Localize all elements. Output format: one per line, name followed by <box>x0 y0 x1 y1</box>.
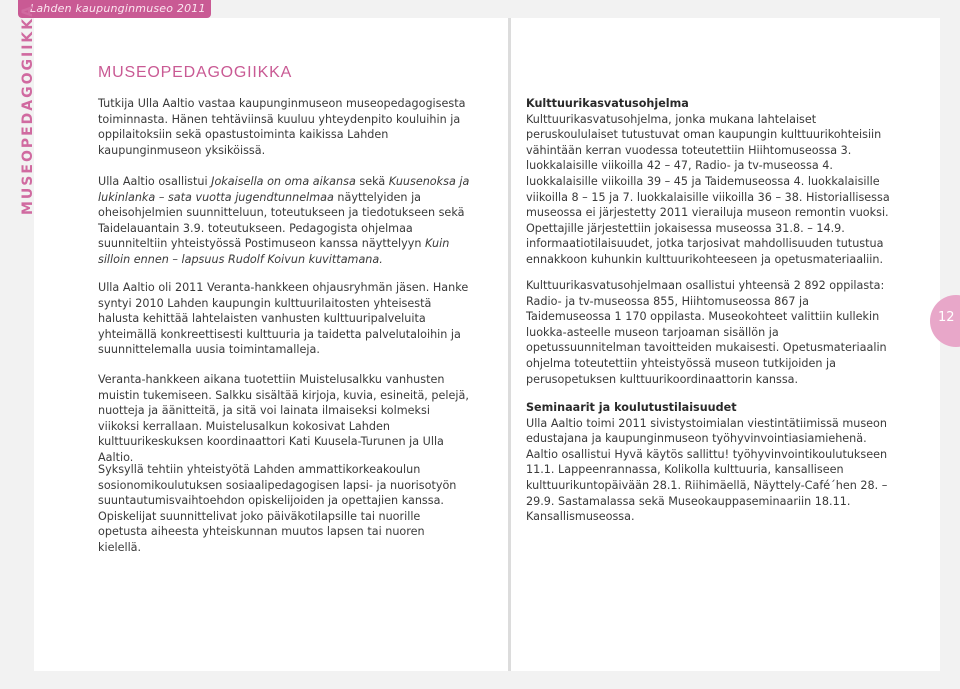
left-paragraph-3: Ulla Aaltio oli 2011 Veranta-hankkeen ohjausryhmän jäsen. Hanke syntyi 2010 Lahden kaupungin kulttuurilaitosten yhteisestä halusta kehittää lahtelaisten vanhusten kulttuuripalveluita yhteimällä konkreettisesti kulttuuria ja taidetta palvelutaloihin ja suunnittelemalla uusia toimintamalleja. <box>98 281 469 357</box>
exhibition-title-1: Jokaisella on oma aikansa <box>211 175 356 188</box>
column-divider <box>508 18 511 671</box>
left-paragraph-4: Veranta-hankkeen aikana tuotettiin Muistelusalkku vanhusten muistin tukemiseen. Salkku sisältää kirjoja, kuvia, esineitä, pelejä, nuotteja ja äänitteitä, ja sitä voi lainata ilmaiseksi kolmeksi viikoksi kerrallaan. Muistelusalkun kokosivat Lahden kulttuurikeskuksen koordinaattori Kati Kuusela-Turunen ja Ulla Aaltio. <box>98 373 469 464</box>
page-title: MUSEOPEDAGOGIIKKA <box>98 64 293 81</box>
right-section-1 <box>526 96 896 268</box>
p2-text-b: sekä <box>355 175 389 188</box>
exhibition-title-2: Kuusenoksa ja lukinlanka – sata vuotta jugendtunnelmaa <box>98 175 470 204</box>
left-paragraph-5: Syksyllä tehtiin yhteistyötä Lahden ammattikorkeakoulun sosionomikoulutuksen sosiaalipedagogisen lapsi- ja nuorisotyön suuntautumisvaihtoehdon opiskelijoiden ja opettajien kanssa. Opiskelijat suunnittelivat joko päiväkotilapsille tai nuorille opetusta aiheesta yhteiskunnan muutos lapsen tai nuoren kielellä. <box>98 463 457 554</box>
publication-header <box>18 0 211 18</box>
right-paragraph-3: Ulla Aaltio toimi 2011 sivistystoimialan viestintätiimissä museon edustajana ja kaupunginmuseon työhyvinvointiasiamiehenä. Aaltio osallistui Hyvä käytös sallittu! työhyvinvointikoulutukseen 11.1. Lappeenrannassa, Kolikolla kulttuuria, kansalliseen kulttuurikuntopäivään 28.1. Riihimäellä, Näyttely-Café´hen 28. – 29.9. Sastamalassa sekä Museokauppaseminaariin 18.11. Kansallismuseossa. <box>526 416 888 524</box>
left-paragraph-1: Tutkija Ulla Aaltio vastaa kaupunginmuseon museopedagogisesta toiminnasta. Hänen tehtäviinsä kuuluu yhteydenpito kouluihin ja oppilaitoksiin sekä opastustoiminta kaikissa Lahden kaupunginmuseon yksiköissä. <box>98 97 466 157</box>
section-heading-seminaarit: Seminaarit ja koulutustilaisuudet <box>526 401 737 414</box>
right-section-2 <box>526 400 896 525</box>
exhibition-title-3: Kuin silloin ennen – lapsuus Rudolf Koivun kuvittamana. <box>98 237 450 266</box>
section-side-label: MUSEOPEDAGOGIIKKA <box>20 4 36 215</box>
p2-text-c: näyttelyiden ja oheisohjelmien suunnitteluun, toteutukseen ja tiedotukseen sekä Taidelauantain 3.9. toteutukseen. Pedagogista ohjelmaa suunniteltiin yhteistyössä Postimuseon kanssa näyttelyyn <box>98 190 465 251</box>
page-number: 12 <box>938 310 955 325</box>
right-paragraph-2: Kulttuurikasvatusohjelmaan osallistui yhteensä 2 892 oppilasta: Radio- ja tv-museossa 855, Hiihtomuseossa 867 ja Taidemuseossa 1 170 oppilasta. Museokohteet valittiin kullekin luokka-asteelle museon tarjoaman sisällön ja opetussuunnitelman tavoitteiden mukaisesti. Opetusmateriaalin ohjelma toteutettiin yhteistyössä museon tutkijoiden ja perusopetuksen kulttuurikoordinaattorin kanssa. <box>526 279 887 386</box>
section-heading-kulttuurikasvatus: Kulttuurikasvatusohjelma <box>526 97 689 110</box>
left-paragraph-2 <box>98 174 470 268</box>
right-paragraph-1: Kulttuurikasvatusohjelma, jonka mukana lahtelaiset peruskoululaiset tutustuvat oman kaupungin kulttuurikohteisiin vähintään kerran vuodessa toteutettiin Hiihtomuseossa 3. luokkalaisille viikoilla 42 – 47, Radio- ja tv-museossa 4. luokkalaisille viikoilla 39 – 45 ja Taidemuseossa 4. luokkalaisille viikoilla 8 – 15 ja 7. luokkalaisille viikoilla 36 – 38. Historiallisessa museossa ei järjestetty 2011 vierailuja museon remontin vuoksi. Opettajille järjestettiin jokaisessa museossa 31.8. – 14.9. informaatiotilaisuudet, jotka tarjosivat mahdollisuuden tutustua ennakkoon kuhunkin kulttuurikohteeseen ja opetusmateriaaliin. <box>526 112 890 266</box>
publication-title: Lahden kaupunginmuseo 2011 <box>30 2 206 15</box>
p2-text-a: Ulla Aaltio osallistui <box>98 175 212 188</box>
